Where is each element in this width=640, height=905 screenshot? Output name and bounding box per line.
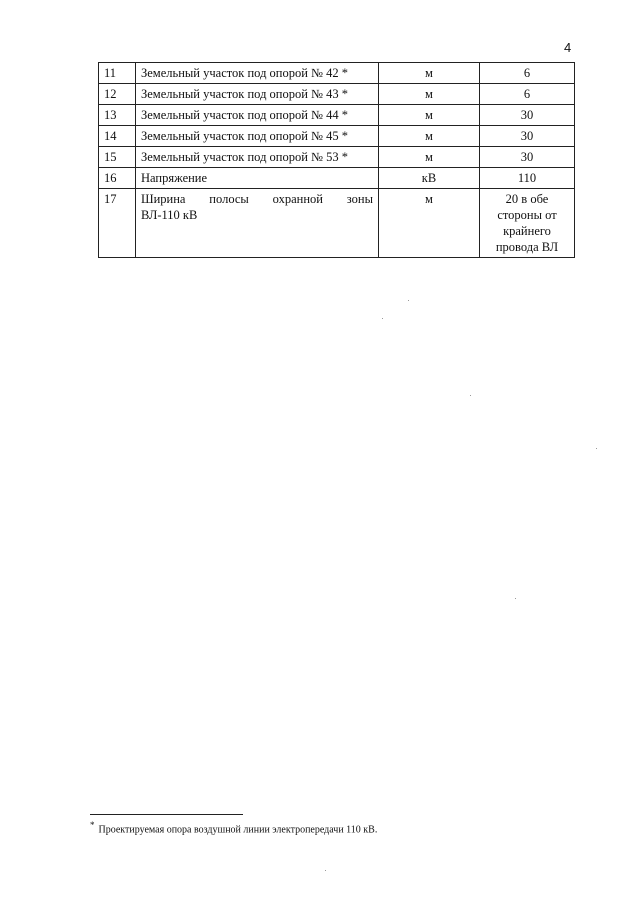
row-unit: м: [379, 147, 480, 168]
row-number: 13: [99, 105, 136, 126]
scan-speck: [470, 395, 471, 396]
scan-speck: [325, 870, 326, 871]
row-unit: м: [379, 126, 480, 147]
row-name: Напряжение: [136, 168, 379, 189]
row-value-line: провода ВЛ: [495, 240, 559, 254]
row-unit: м: [379, 84, 480, 105]
row-unit: м: [379, 63, 480, 84]
row-unit: м: [379, 189, 480, 258]
footnote: [90, 820, 590, 835]
table-row: [99, 105, 575, 126]
row-number: 12: [99, 84, 136, 105]
row-value: 6: [480, 84, 575, 105]
row-value: 110: [480, 168, 575, 189]
row-number: 14: [99, 126, 136, 147]
row-name: Земельный участок под опорой № 42 *: [136, 63, 379, 84]
row-value-line: стороны от: [497, 208, 557, 222]
row-number: 17: [99, 189, 136, 258]
scan-speck: [382, 318, 383, 319]
row-name: [136, 189, 379, 258]
row-number: 15: [99, 147, 136, 168]
scan-speck: [515, 598, 516, 599]
row-value-line: 20 в обе: [505, 192, 549, 206]
table-row: [99, 168, 575, 189]
row-name: Земельный участок под опорой № 53 *: [136, 147, 379, 168]
row-unit: кВ: [379, 168, 480, 189]
row-value: 30: [480, 147, 575, 168]
row-value-line: крайнего: [503, 224, 551, 238]
table-row: [99, 84, 575, 105]
footnote-divider: [90, 814, 243, 815]
row-number: 16: [99, 168, 136, 189]
row-value: 30: [480, 126, 575, 147]
footnote-text: Проектируемая опора воздушной линии электропередачи 110 кВ.: [98, 824, 378, 836]
row-name: Земельный участок под опорой № 43 *: [136, 84, 379, 105]
table-row: [99, 126, 575, 147]
row-value: 30: [480, 105, 575, 126]
row-name: Земельный участок под опорой № 44 *: [136, 105, 379, 126]
table-row: [99, 189, 575, 258]
footnote-mark: *: [90, 820, 95, 830]
row-name-line: Ширина полосы охранной зоны: [141, 192, 373, 206]
scan-speck: [408, 300, 409, 301]
table-row: [99, 147, 575, 168]
row-value: 6: [480, 63, 575, 84]
scan-speck: [596, 448, 597, 449]
row-unit: м: [379, 105, 480, 126]
specification-table: [98, 62, 575, 258]
page-number: 4: [564, 40, 572, 55]
table-row: [99, 63, 575, 84]
row-name: Земельный участок под опорой № 45 *: [136, 126, 379, 147]
row-name-line: ВЛ-110 кВ: [141, 208, 198, 222]
row-value: [480, 189, 575, 258]
row-number: 11: [99, 63, 136, 84]
